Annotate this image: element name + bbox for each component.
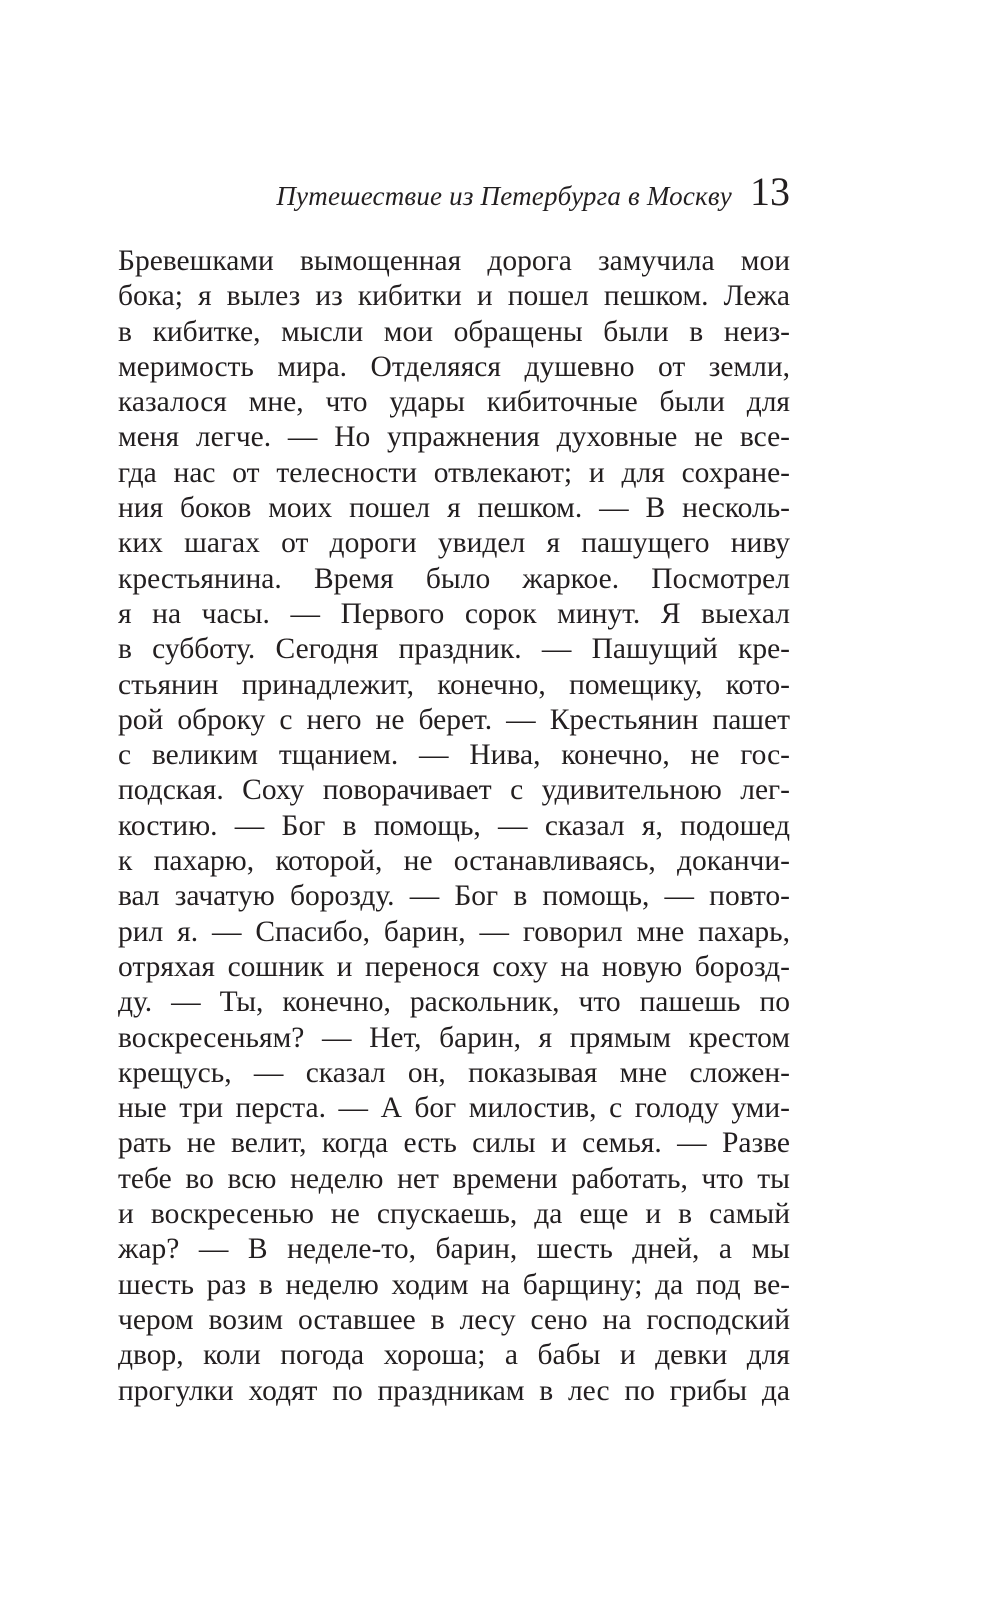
text-line: в кибитке, мысли мои обращены были в неиз- bbox=[118, 315, 790, 348]
text-line: бока; я вылез из кибитки и пошел пешком. Лежа bbox=[118, 280, 790, 313]
text-line: прогулки ходят по праздникам в лес по грибы да bbox=[118, 1374, 790, 1407]
text-line: ких шагах от дороги увидел я пашущего ниву bbox=[118, 527, 790, 560]
text-line: ду. — Ты, конечно, раскольник, что пашешь по bbox=[118, 986, 790, 1019]
text-line: рил я. — Спасибо, барин, — говорил мне пахарь, bbox=[118, 915, 790, 948]
text-line: двор, коли погода хороша; а бабы и девки для bbox=[118, 1339, 790, 1372]
text-line: гда нас от телесности отвлекают; и для сохране- bbox=[118, 456, 790, 489]
text-line: рать не велит, когда есть силы и семья. — Разве bbox=[118, 1127, 790, 1160]
text-line: тебе во всю неделю нет времени работать, что ты bbox=[118, 1162, 790, 1195]
page-number: 13 bbox=[750, 169, 790, 214]
text-line: жар? — В неделе-то, барин, шесть дней, а мы bbox=[118, 1233, 790, 1266]
text-line: стьянин принадлежит, конечно, помещику, кото- bbox=[118, 668, 790, 701]
text-line: вал зачатую борозду. — Бог в помощь, — повто- bbox=[118, 880, 790, 913]
text-line: казалося мне, что удары кибиточные были для bbox=[118, 386, 790, 419]
text-line: ния боков моих пошел я пешком. — В несколь- bbox=[118, 492, 790, 525]
text-line: подская. Соху поворачивает с удивительною лег- bbox=[118, 774, 790, 807]
text-line: чером возим оставшее в лесу сено на господский bbox=[118, 1303, 790, 1336]
text-line: костию. — Бог в помощь, — сказал я, подошед bbox=[118, 809, 790, 842]
text-line: ные три перста. — А бог милостив, с голоду уми- bbox=[118, 1092, 790, 1125]
text-line: я на часы. — Первого сорок минут. Я выехал bbox=[118, 597, 790, 630]
text-line: и воскресенью не спускаешь, да еще и в самый bbox=[118, 1198, 790, 1231]
text-line: с великим тщанием. — Нива, конечно, не гос- bbox=[118, 739, 790, 772]
running-head bbox=[118, 169, 790, 222]
text-line: меня легче. — Но упражнения духовные не все- bbox=[118, 421, 790, 454]
text-line: шесть раз в неделю ходим на барщину; да под ве- bbox=[118, 1268, 790, 1301]
text-line: меримость мира. Отделяяся душевно от земли, bbox=[118, 350, 790, 383]
text-line: рой оброку с него не берет. — Крестьянин пашет bbox=[118, 703, 790, 736]
text-line: к пахарю, которой, не останавливаясь, доканчи- bbox=[118, 845, 790, 878]
text-line: воскресеньям? — Нет, барин, я прямым крестом bbox=[118, 1021, 790, 1054]
text-line: отряхая сошник и перенося соху на новую борозд- bbox=[118, 950, 790, 983]
body-text bbox=[118, 244, 790, 1409]
running-title: Путешествие из Петербурга в Москву bbox=[276, 181, 732, 211]
text-line: крещусь, — сказал он, показывая мне сложен- bbox=[118, 1056, 790, 1089]
text-line: крестьянина. Время было жаркое. Посмотрел bbox=[118, 562, 790, 595]
text-line: в субботу. Сегодня праздник. — Пашущий кре- bbox=[118, 633, 790, 666]
text-line: Бревешками вымощенная дорога замучила мои bbox=[118, 245, 790, 277]
